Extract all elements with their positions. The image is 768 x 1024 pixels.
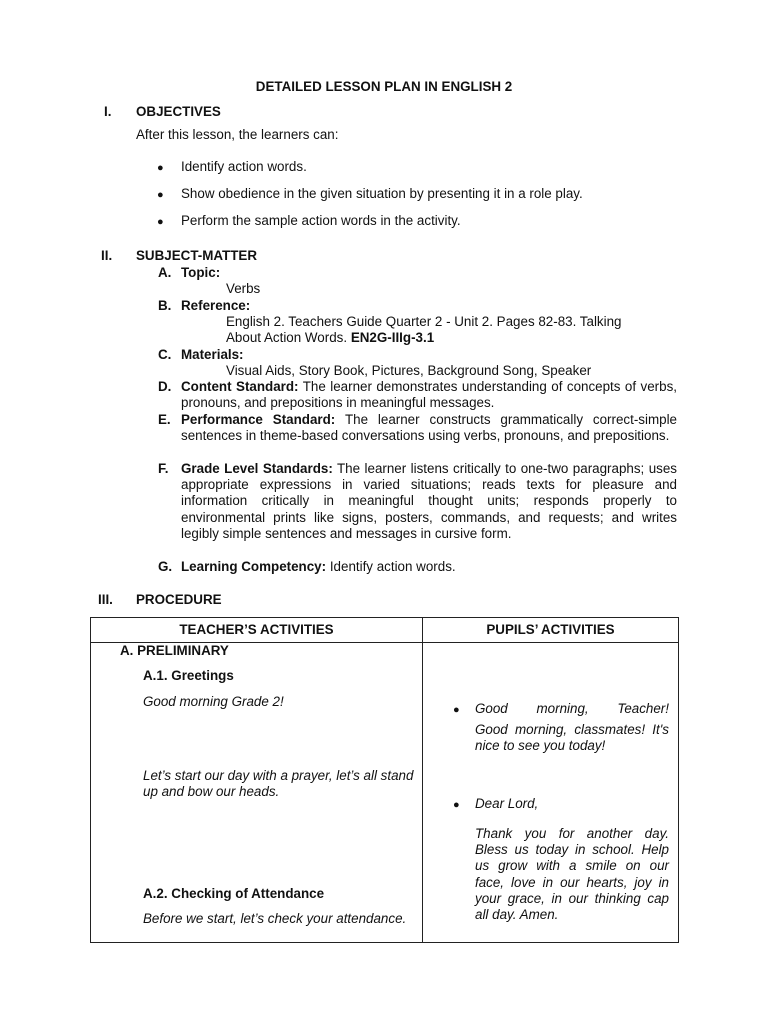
objective-item: Identify action words. xyxy=(181,159,307,174)
bullet-icon: ● xyxy=(453,704,460,716)
topic-label: Topic: xyxy=(181,265,221,280)
reference-line-2: About Action Words. EN2G-IIIg-3.1 xyxy=(226,330,435,345)
table-row xyxy=(91,643,679,943)
greetings-heading: A.1. Greetings xyxy=(143,668,234,683)
bullet-icon: ● xyxy=(453,799,460,811)
pupil-greeting-classmates: Good morning, classmates! It's nice to see you today! xyxy=(475,722,669,754)
list-letter: F. xyxy=(158,461,169,476)
list-letter: A. xyxy=(158,265,172,280)
attendance-text: Before we start, let’s check your attendance. xyxy=(143,911,407,926)
reference-line-1: English 2. Teachers Guide Quarter 2 - Unit 2. Pages 82-83. Talking xyxy=(226,314,622,329)
list-letter: D. xyxy=(158,379,172,394)
preliminary-heading: A. PRELIMINARY xyxy=(120,643,229,658)
list-letter: E. xyxy=(158,412,171,427)
materials-label: Materials: xyxy=(181,347,244,362)
pupils-activities-cell xyxy=(423,643,679,943)
greeting-text: Good morning Grade 2! xyxy=(143,694,284,709)
objective-item: Perform the sample action words in the activity. xyxy=(181,213,461,228)
bullet-icon: ● xyxy=(157,189,164,201)
pupils-column-header: PUPILS’ ACTIVITIES xyxy=(423,618,679,643)
bullet-icon: ● xyxy=(157,162,164,174)
performance-standard: Performance Standard: The learner constructs grammatically correct-simple sentences in theme-based conversations using verbs, pronouns, and prepositions. xyxy=(181,412,677,444)
procedure-table xyxy=(90,617,679,943)
reference-label: Reference: xyxy=(181,298,251,313)
teacher-activities-cell xyxy=(91,643,423,943)
list-letter: C. xyxy=(158,347,172,362)
section-numeral-objectives: I. xyxy=(104,104,112,119)
learning-competency: Learning Competency: Identify action words. xyxy=(181,559,456,574)
reference-code: EN2G-IIIg-3.1 xyxy=(350,330,435,345)
pupil-prayer-body: Thank you for another day. Bless us today in school. Help us grow with a smile on our face, love in our hearts, joy in your grace, in our thinking cap all day. Amen. xyxy=(475,826,669,923)
teacher-column-header: TEACHER’S ACTIVITIES xyxy=(91,618,423,643)
objectives-intro: After this lesson, the learners can: xyxy=(136,127,339,142)
list-letter: G. xyxy=(158,559,173,574)
content-standard: Content Standard: The learner demonstrates understanding of concepts of verbs, pronouns, and prepositions in meaningful messages. xyxy=(181,379,677,411)
table-header-row xyxy=(91,618,679,643)
list-letter: B. xyxy=(158,298,172,313)
section-numeral-subject: II. xyxy=(101,248,113,263)
procedure-heading: PROCEDURE xyxy=(136,592,222,607)
pupil-prayer-opening: Dear Lord, xyxy=(475,796,539,811)
objectives-heading: OBJECTIVES xyxy=(136,104,221,119)
bullet-icon: ● xyxy=(157,216,164,228)
section-numeral-procedure: III. xyxy=(98,592,113,607)
grade-level-standards: Grade Level Standards: The learner listens critically to one-two paragraphs; uses appropriate expressions in varied situations; reads texts for pleasure and information critically in meaningful thought units; responds properly to environmental prints like signs, posters, commands, and requests; and writes legibly simple sentences and messages in cursive form. xyxy=(181,461,677,541)
prayer-instruction: Let’s start our day with a prayer, let’s all stand up and bow our heads. xyxy=(143,768,414,800)
objective-item: Show obedience in the given situation by presenting it in a role play. xyxy=(181,186,583,201)
materials-value: Visual Aids, Story Book, Pictures, Background Song, Speaker xyxy=(226,363,592,378)
topic-value: Verbs xyxy=(226,281,261,296)
subject-heading: SUBJECT-MATTER xyxy=(136,248,258,263)
attendance-heading: A.2. Checking of Attendance xyxy=(143,886,325,901)
pupil-greeting: Good morning, Teacher! xyxy=(475,701,669,716)
document-title: DETAILED LESSON PLAN IN ENGLISH 2 xyxy=(255,79,513,94)
